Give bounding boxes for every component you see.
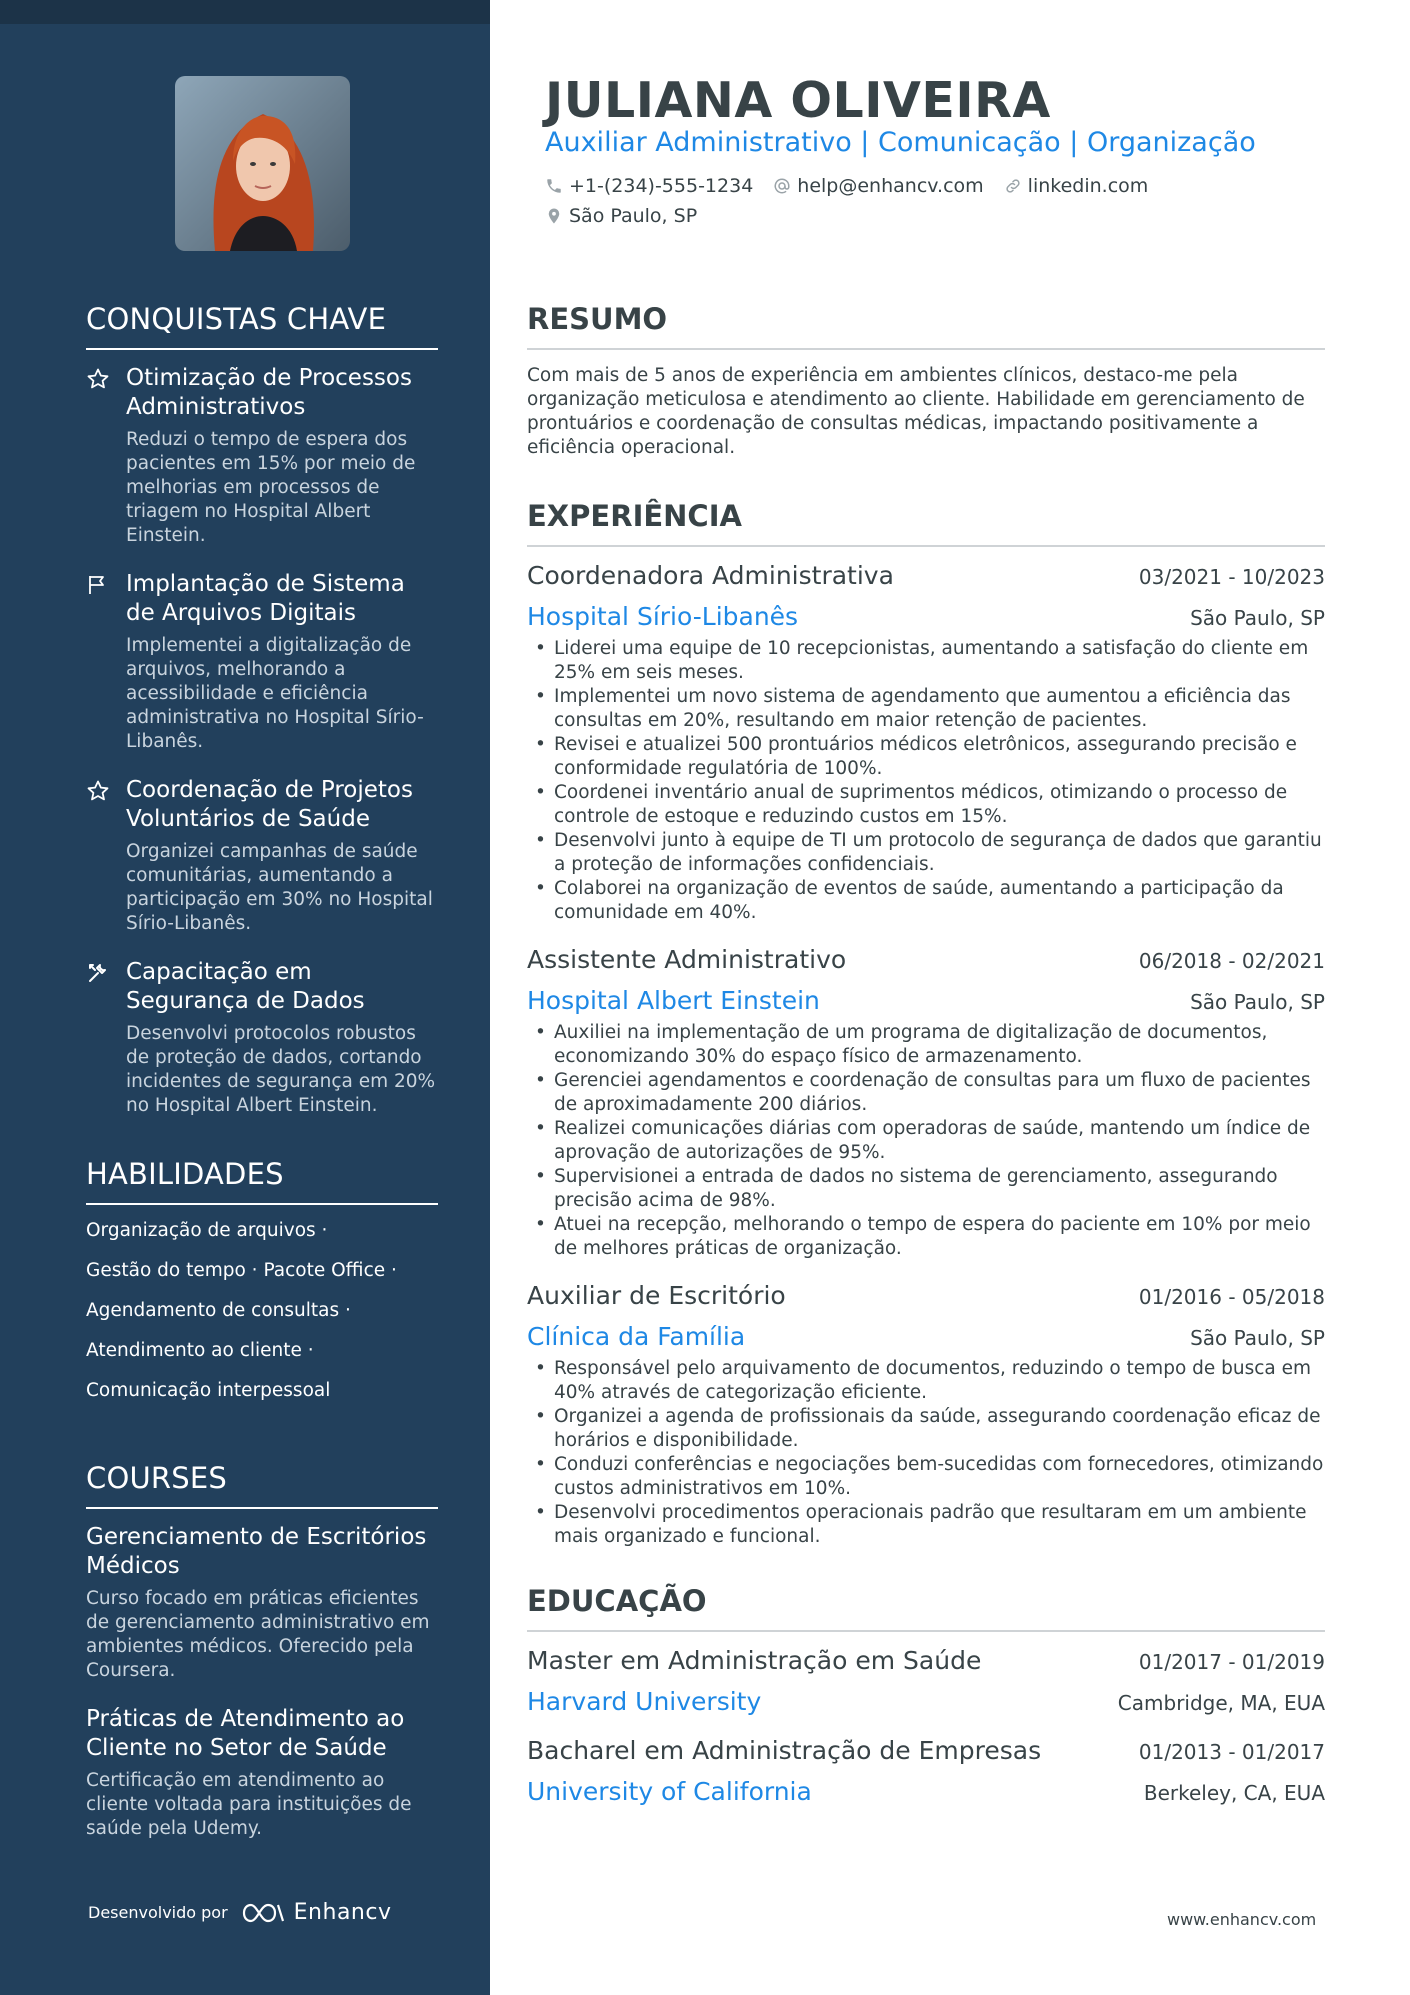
star-icon — [86, 367, 110, 391]
bullet-item: • Desenvolvi procedimentos operacionais padrão que resultaram em um ambiente mais organizado e funcional. — [527, 1501, 1325, 1549]
main-content — [527, 0, 1325, 1995]
course-title: Gerenciamento de Escritórios Médicos — [86, 1524, 427, 1579]
contact-linkedin[interactable]: linkedin.com — [1004, 175, 1149, 197]
achievements-section — [86, 302, 438, 1140]
achievement-item — [86, 364, 438, 548]
job-bullets — [527, 1357, 1325, 1549]
job-entry — [527, 1281, 1325, 1549]
course-description: Curso focado em práticas eficientes de gerenciamento administrativo em ambientes médicos. Oferecido pela Coursera. — [86, 1588, 430, 1681]
job-title: Auxiliar de Escritório — [527, 1281, 786, 1310]
job-bullets — [527, 1021, 1325, 1261]
education-dates: 01/2013 - 01/2017 — [1138, 1740, 1325, 1764]
skills-section — [86, 1157, 438, 1419]
company-name: Clínica da Família — [527, 1322, 746, 1351]
job-entry — [527, 561, 1325, 925]
location-pin-icon — [545, 207, 563, 225]
phone-icon — [545, 177, 563, 195]
degree-title: Master em Administração em Saúde — [527, 1646, 982, 1675]
job-dates: 06/2018 - 02/2021 — [1138, 949, 1325, 973]
powered-by-label: Desenvolvido por — [88, 1903, 228, 1922]
skills-heading: HABILIDADES — [86, 1157, 438, 1205]
education-heading: EDUCAÇÃO — [527, 1584, 1325, 1632]
school-name: University of California — [527, 1777, 812, 1806]
school-name: Harvard University — [527, 1687, 762, 1716]
skill-line: Gestão do tempo · Pacote Office · — [86, 1260, 397, 1281]
bullet-item: • Desenvolvi junto à equipe de TI um protocolo de segurança de dados que garantiu a proteção de informações confidenciais. — [527, 829, 1325, 877]
achievement-description: Implementei a digitalização de arquivos, melhorando a acessibilidade e eficiência administrativa no Hospital Sírio-Libanês. — [126, 635, 424, 752]
degree-title: Bacharel em Administração de Empresas — [527, 1736, 1042, 1765]
achievement-description: Desenvolvi protocolos robustos de proteção de dados, cortando incidentes de segurança em 20% no Hospital Albert Einstein. — [126, 1023, 436, 1116]
bullet-item: • Conduzi conferências e negociações bem-sucedidas com fornecedores, otimizando custos administrativos em 10%. — [527, 1453, 1325, 1501]
job-title: Coordenadora Administrativa — [527, 561, 894, 590]
at-icon — [773, 177, 791, 195]
bullet-item: • Gerenciei agendamentos e coordenação de consultas para um fluxo de pacientes de aproximadamente 200 diários. — [527, 1069, 1325, 1117]
bullet-item: • Responsável pelo arquivamento de documentos, reduzindo o tempo de busca em 40% através de categorização eficiente. — [527, 1357, 1325, 1405]
achievement-title: Implantação de Sistema de Arquivos Digitais — [126, 571, 405, 626]
flag-icon — [86, 573, 110, 597]
courses-heading: COURSES — [86, 1461, 438, 1509]
job-dates: 01/2016 - 05/2018 — [1138, 1285, 1325, 1309]
achievement-item — [86, 958, 438, 1118]
job-location: São Paulo, SP — [1190, 1326, 1325, 1350]
bullet-item: • Realizei comunicações diárias com operadoras de saúde, mantendo um índice de aprovação de autorizações de 95%. — [527, 1117, 1325, 1165]
brand-name: Enhancv — [293, 1900, 392, 1925]
bullet-item: • Implementei um novo sistema de agendamento que aumentou a eficiência das consultas em 20%, resultando em maior retenção de pacientes. — [527, 685, 1325, 733]
contact-phone: +1-(234)-555-1234 — [545, 175, 753, 197]
achievement-description: Reduzi o tempo de espera dos pacientes em 15% por meio de melhorias em processos de triagem no Hospital Albert Einstein. — [126, 429, 416, 546]
achievement-item — [86, 570, 438, 754]
bullet-item: • Atuei na recepção, melhorando o tempo de espera do paciente em 10% por meio de melhores práticas de organização. — [527, 1213, 1325, 1261]
education-entry — [527, 1646, 1325, 1716]
enhancv-logo-icon — [240, 1901, 286, 1925]
tools-icon — [86, 961, 110, 985]
skills-list — [86, 1219, 438, 1403]
bullet-item: • Organizei a agenda de profissionais da saúde, assegurando coordenação eficaz de horários e disponibilidade. — [527, 1405, 1325, 1453]
sidebar — [0, 0, 490, 1995]
footer-url[interactable]: www.enhancv.com — [1167, 1910, 1317, 1929]
course-item — [86, 1523, 438, 1683]
experience-heading: EXPERIÊNCIA — [527, 499, 1325, 547]
job-bullets — [527, 637, 1325, 925]
bullet-item: • Coordenei inventário anual de suprimentos médicos, otimizando o processo de controle de estoque e reduzindo custos em 15%. — [527, 781, 1325, 829]
skill-line: Comunicação interpessoal — [86, 1380, 331, 1401]
bullet-item: • Colaborei na organização de eventos de saúde, aumentando a participação da comunidade em 40%. — [527, 877, 1325, 925]
job-title: Assistente Administrativo — [527, 945, 847, 974]
company-name: Hospital Albert Einstein — [527, 986, 820, 1015]
course-description: Certificação em atendimento ao cliente voltada para instituições de saúde pela Udemy. — [86, 1770, 412, 1839]
experience-section — [527, 499, 1325, 1569]
summary-section — [527, 302, 1325, 460]
sidebar-top-bar — [0, 0, 490, 24]
candidate-tagline: Auxiliar Administrativo | Comunicação | Organização — [545, 127, 1256, 158]
bullet-item: • Auxiliei na implementação de um programa de digitalização de documentos, economizando 30% do espaço físico de armazenamento. — [527, 1021, 1325, 1069]
contact-location: São Paulo, SP — [545, 205, 697, 227]
courses-section — [86, 1461, 438, 1863]
course-item — [86, 1705, 438, 1841]
company-name: Hospital Sírio-Libanês — [527, 602, 799, 631]
contact-info — [545, 175, 1305, 235]
education-dates: 01/2017 - 01/2019 — [1138, 1650, 1325, 1674]
skill-line: Agendamento de consultas · — [86, 1300, 351, 1321]
education-entry — [527, 1736, 1325, 1806]
school-location: Cambridge, MA, EUA — [1117, 1691, 1325, 1715]
job-dates: 03/2021 - 10/2023 — [1138, 565, 1325, 589]
skill-line: Organização de arquivos · — [86, 1220, 328, 1241]
candidate-name: JULIANA OLIVEIRA — [545, 72, 1051, 129]
education-section — [527, 1584, 1325, 1826]
bullet-item: • Revisei e atualizei 500 prontuários médicos eletrônicos, assegurando precisão e conformidade regulatória de 100%. — [527, 733, 1325, 781]
job-location: São Paulo, SP — [1190, 606, 1325, 630]
achievement-title: Coordenação de Projetos Voluntários de Saúde — [126, 777, 413, 832]
achievement-title: Otimização de Processos Administrativos — [126, 365, 412, 420]
course-title: Práticas de Atendimento ao Cliente no Setor de Saúde — [86, 1706, 405, 1761]
summary-text: Com mais de 5 anos de experiência em ambientes clínicos, destaco-me pela organização meticulosa e atendimento ao cliente. Habilidade em gerenciamento de prontuários e coordenação de consultas médicas, impactando positivamente a eficiência operacional. — [527, 365, 1305, 458]
achievement-description: Organizei campanhas de saúde comunitárias, aumentando a participação em 30% no Hospital Sírio-Libanês. — [126, 841, 433, 934]
link-icon — [1004, 177, 1022, 195]
achievements-heading: CONQUISTAS CHAVE — [86, 302, 438, 350]
profile-photo — [175, 76, 350, 251]
skill-line: Atendimento ao cliente · — [86, 1340, 314, 1361]
contact-email[interactable]: help@enhancv.com — [773, 175, 983, 197]
bullet-item: • Liderei uma equipe de 10 recepcionistas, aumentando a satisfação do cliente em 25% em seis meses. — [527, 637, 1325, 685]
star-icon — [86, 779, 110, 803]
bullet-item: • Supervisionei a entrada de dados no sistema de gerenciamento, assegurando precisão acima de 98%. — [527, 1165, 1325, 1213]
job-entry — [527, 945, 1325, 1261]
achievement-item — [86, 776, 438, 936]
achievement-title: Capacitação em Segurança de Dados — [126, 959, 365, 1014]
school-location: Berkeley, CA, EUA — [1143, 1781, 1325, 1805]
powered-by — [88, 1900, 391, 1925]
summary-heading: RESUMO — [527, 302, 1325, 350]
job-location: São Paulo, SP — [1190, 990, 1325, 1014]
